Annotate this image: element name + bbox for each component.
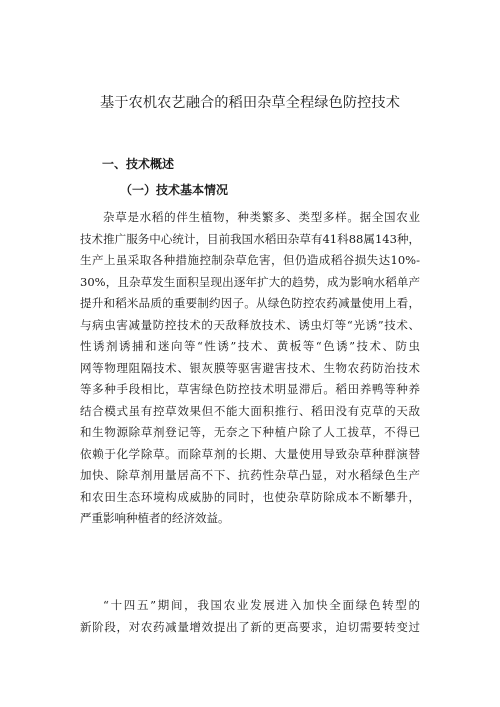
paragraph-line: 和农田生态环境构成威胁的同时，也使杂草防除成本不断攀升， — [80, 489, 420, 504]
document-title: 基于农机农艺融合的稻田杂草全程绿色防控技术 — [99, 95, 401, 111]
paragraph-2 — [80, 595, 420, 638]
paragraph-line: 网等物理阻隔技术、银灰膜等驱害避害技术、生物农药防治技术 — [80, 360, 420, 375]
paragraph-line: 依赖于化学除草。而除草剂的长期、大量使用导致杂草种群演替 — [80, 446, 420, 461]
paragraph-line: 技术推广服务中心统计，目前我国水稻田杂草有41科88属143种， — [80, 231, 420, 246]
paragraph-line: 性诱剂诱捕和迷向等“性诱”技术、黄板等“色诱”技术、防虫 — [80, 339, 420, 353]
subsection-heading: （一）技术基本情况 — [120, 183, 229, 197]
paragraph-line: 30%，且杂草发生面积呈现出逐年扩大的趋势，成为影响水稻单产 — [80, 274, 420, 289]
paragraph-line: 新阶段，对农药减量增效提出了新的更高要求，迫切需要转变过 — [80, 619, 420, 634]
paragraph-line: 与病虫害减量防控技术的天敌释放技术、诱虫灯等“光诱”技术、 — [80, 317, 420, 332]
paragraph-line: 严重影响种植者的经济效益。 — [80, 511, 230, 525]
paragraph-line: 等多种手段相比，草害绿色防控技术明显滞后。稻田养鸭等种养 — [80, 382, 420, 396]
paragraph-line: 生产上虽采取各种措施控制杂草危害，但仍造成稻谷损失达10%- — [80, 253, 420, 267]
paragraph-1 — [80, 207, 420, 530]
paragraph-line: 提升和稻米品质的重要制约因子。从绿色防控农药减量使用上看， — [80, 296, 420, 310]
paragraph-line: 杂草是水稻的伴生植物，种类繁多、类型多样。据全国农业 — [103, 210, 420, 224]
section-heading: 一、技术概述 — [102, 157, 175, 171]
paragraph-line: 结合模式虽有控草效果但不能大面积推行、稻田没有克草的天敌 — [80, 403, 420, 418]
paragraph-line: 和生物源除草剂登记等，无奈之下种植户除了人工拔草，不得已 — [80, 425, 420, 439]
paragraph-line: “十四五”期间，我国农业发展进入加快全面绿色转型的 — [103, 598, 420, 612]
paragraph-line: 加快、除草剂用量居高不下、抗药性杂草凸显，对水稻绿色生产 — [80, 468, 420, 482]
